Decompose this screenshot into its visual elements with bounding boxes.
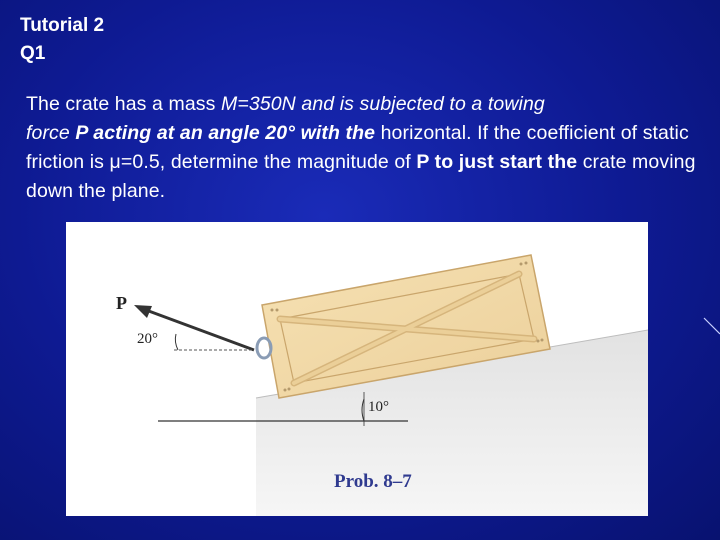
force-angle-label: 20° (137, 331, 158, 347)
slide-title-line-1: Tutorial 2 (20, 15, 105, 36)
problem-text-1: The crate has a mass (26, 93, 222, 115)
problem-text-6: P to just start the (416, 151, 578, 173)
crate-diagram (66, 222, 648, 516)
problem-text-3: force (26, 122, 76, 144)
slide-title-line-2: Q1 (20, 43, 46, 64)
problem-text-7: crate moving down the plane. (26, 151, 696, 202)
problem-text-5: horizontal. If the coefficient of static friction is μ=0.5, determine the magnitude of (26, 122, 689, 173)
figure-caption: Prob. 8–7 (334, 471, 412, 492)
problem-text-2: M=350N and is subjected to a towing (221, 93, 545, 115)
force-label: P (116, 293, 127, 313)
problem-figure (66, 222, 648, 516)
problem-text-4: P acting at an angle 20° with the (75, 122, 376, 144)
incline-angle-label: 10° (368, 399, 389, 415)
towing-ring (257, 338, 271, 358)
force-angle-arc (175, 334, 178, 350)
